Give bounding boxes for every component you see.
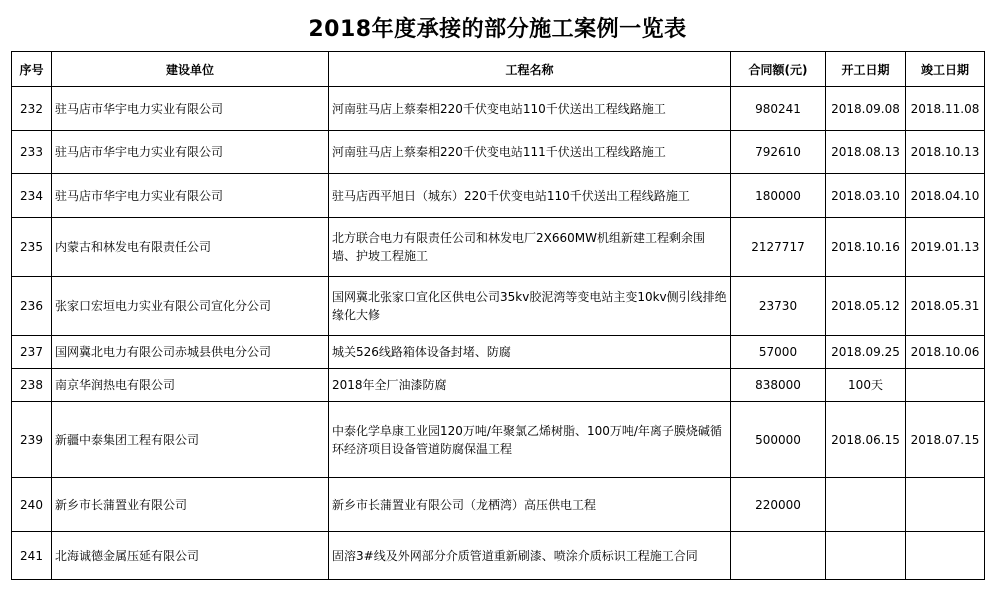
cell-amount: 220000 <box>731 478 826 532</box>
cell-unit: 张家口宏垣电力实业有限公司宣化分公司 <box>52 277 329 336</box>
cell-unit: 驻马店市华宇电力实业有限公司 <box>52 174 329 218</box>
cell-amount: 792610 <box>731 131 826 174</box>
cell-amount: 500000 <box>731 402 826 478</box>
cell-start: 2018.09.25 <box>826 336 906 369</box>
table-header-row <box>12 52 985 87</box>
cell-no: 240 <box>12 478 52 532</box>
cell-no: 238 <box>12 369 52 402</box>
header-start: 开工日期 <box>826 52 906 87</box>
cell-start: 2018.03.10 <box>826 174 906 218</box>
cell-start <box>826 532 906 580</box>
table-row <box>12 478 985 532</box>
cell-end <box>906 532 985 580</box>
cell-start: 100天 <box>826 369 906 402</box>
cell-project: 新乡市长蒲置业有限公司（龙栖湾）高压供电工程 <box>329 478 731 532</box>
cell-no: 239 <box>12 402 52 478</box>
cell-start <box>826 478 906 532</box>
table-row <box>12 336 985 369</box>
cell-end: 2018.11.08 <box>906 87 985 131</box>
cell-no: 236 <box>12 277 52 336</box>
cell-end: 2018.10.06 <box>906 336 985 369</box>
cell-start: 2018.05.12 <box>826 277 906 336</box>
cell-amount <box>731 532 826 580</box>
page-title: 2018年度承接的部分施工案例一览表 <box>308 17 687 42</box>
cases-table <box>11 51 985 580</box>
table-row <box>12 131 985 174</box>
cell-no: 241 <box>12 532 52 580</box>
cell-start: 2018.10.16 <box>826 218 906 277</box>
cell-unit: 北海诚德金属压延有限公司 <box>52 532 329 580</box>
table-row <box>12 87 985 131</box>
table-row <box>12 532 985 580</box>
cell-end: 2018.10.13 <box>906 131 985 174</box>
cell-project: 固溶3#线及外网部分介质管道重新刷漆、喷涂介质标识工程施工合同 <box>329 532 731 580</box>
cell-start: 2018.08.13 <box>826 131 906 174</box>
cell-end <box>906 369 985 402</box>
header-project: 工程名称 <box>329 52 731 87</box>
cell-end: 2019.01.13 <box>906 218 985 277</box>
cell-project: 河南驻马店上蔡秦相220千伏变电站111千伏送出工程线路施工 <box>329 131 731 174</box>
cell-unit: 新疆中泰集团工程有限公司 <box>52 402 329 478</box>
cell-end <box>906 478 985 532</box>
cell-project: 驻马店西平旭日（城东）220千伏变电站110千伏送出工程线路施工 <box>329 174 731 218</box>
cell-no: 234 <box>12 174 52 218</box>
cell-unit: 内蒙古和林发电有限责任公司 <box>52 218 329 277</box>
cell-unit: 南京华润热电有限公司 <box>52 369 329 402</box>
cell-unit: 驻马店市华宇电力实业有限公司 <box>52 131 329 174</box>
table-row <box>12 277 985 336</box>
cell-unit: 国网冀北电力有限公司赤城县供电分公司 <box>52 336 329 369</box>
cell-no: 232 <box>12 87 52 131</box>
cell-end: 2018.07.15 <box>906 402 985 478</box>
cell-no: 233 <box>12 131 52 174</box>
table-row <box>12 402 985 478</box>
cell-end: 2018.05.31 <box>906 277 985 336</box>
cell-amount: 980241 <box>731 87 826 131</box>
cell-end: 2018.04.10 <box>906 174 985 218</box>
cell-project: 国网冀北张家口宣化区供电公司35kv胶泥湾等变电站主变10kv侧引线排绝缘化大修 <box>329 277 731 336</box>
cell-amount: 838000 <box>731 369 826 402</box>
cell-amount: 57000 <box>731 336 826 369</box>
cell-amount: 23730 <box>731 277 826 336</box>
cell-project: 河南驻马店上蔡秦相220千伏变电站110千伏送出工程线路施工 <box>329 87 731 131</box>
header-no: 序号 <box>12 52 52 87</box>
cell-no: 235 <box>12 218 52 277</box>
header-end: 竣工日期 <box>906 52 985 87</box>
cell-project: 北方联合电力有限责任公司和林发电厂2X660MW机组新建工程剩余围墙、护坡工程施工 <box>329 218 731 277</box>
header-unit: 建设单位 <box>52 52 329 87</box>
cell-project: 城关526线路箱体设备封堵、防腐 <box>329 336 731 369</box>
cell-project: 中泰化学阜康工业园120万吨/年聚氯乙烯树脂、100万吨/年离子膜烧碱循环经济项目设备管道防腐保温工程 <box>329 402 731 478</box>
cell-unit: 驻马店市华宇电力实业有限公司 <box>52 87 329 131</box>
header-amount: 合同额(元) <box>731 52 826 87</box>
cell-start: 2018.09.08 <box>826 87 906 131</box>
table-row <box>12 174 985 218</box>
cell-unit: 新乡市长蒲置业有限公司 <box>52 478 329 532</box>
table-row <box>12 369 985 402</box>
cell-amount: 2127717 <box>731 218 826 277</box>
cell-project: 2018年全厂油漆防腐 <box>329 369 731 402</box>
cell-start: 2018.06.15 <box>826 402 906 478</box>
cell-amount: 180000 <box>731 174 826 218</box>
cell-no: 237 <box>12 336 52 369</box>
table-row <box>12 218 985 277</box>
